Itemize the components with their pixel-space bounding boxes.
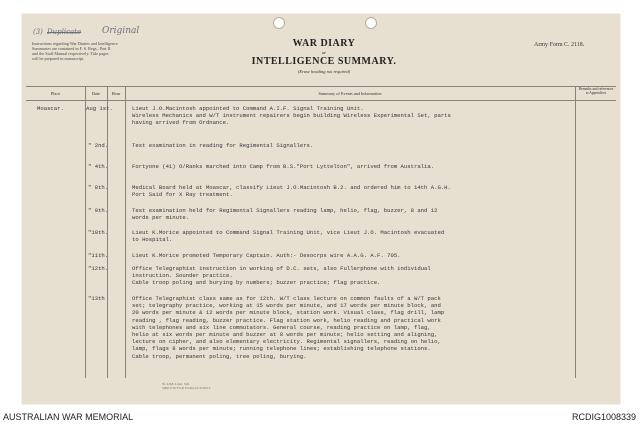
entry-line: Cable troop, permanent poling, tree poling, burying. [132,352,307,360]
title-war-diary: WAR DIARY [292,38,356,49]
entry-line: words per minute. [132,214,190,222]
rule-hour-summary [125,86,126,378]
page-number-annotation: (3) [33,28,43,36]
entry-line: Office Telegraphist class same as for 12th. W/T class lecture on common faults of a W/T pack [132,295,441,302]
entry-line: Lieut J.O.Macintosh appointed to Command A.I.F. Signal Training Unit. [132,105,364,112]
entry-line: helio at six words per minute and buzzer at 8 words per minute; helio setting and aligning, [132,331,438,339]
punch-hole-left [273,17,285,29]
entry-line: having arrived from Ordnance. [132,119,230,127]
entry-line: Wireless Mechanics and W/T instrument repairers begin building Wireless Experimental Set, parts [132,112,451,120]
instruction-line: will be prepared in manuscript. [32,56,85,61]
entry-date: "10th. [88,229,109,236]
header-bottom-rule [26,100,616,101]
original-annotation: Original [102,26,140,36]
entry-line: Medical Board held at Moascar, classify Lieut J.O.Macintosh B.2. and ordered him to 14th A.G.H. [132,184,451,191]
entry-line: lecture on cipher, and also elementary electricity. Regimental signallers, reading on helio, [132,338,441,346]
diary-page [22,14,620,404]
entry-line: Cable troop poling and burying by numbers; buzzer practice; flag practice. [132,279,381,287]
instruction-line: Instructions regarding War Diaries and Intelligence [32,41,118,46]
title-or: or [321,50,326,55]
rule-place-date [85,86,86,378]
entry-place: Moascar. [37,105,64,112]
entry-line: to Hospital. [132,236,173,244]
entry-line: Test examination held for Regimental Signallers reading lamp, helio, flag, buzzer, 8 and 12 [132,207,438,214]
entry-line: with telephones and six line commutators. General course, reading practice on lamp, flag, [132,323,431,331]
entry-date: "12th. [88,265,109,272]
entry-summary [132,184,451,198]
entry-summary [132,252,401,259]
entry-line: instruction. Sounder practice. [132,272,233,280]
footer-record-id: RCDIG1008339 [571,412,636,422]
printer-imprint [162,382,210,390]
entry-summary [132,295,444,360]
entry-line: Fortyone (41) O/Ranks marched into Camp from B.S."Port Lyttelton", arrived from Australia. [132,163,435,170]
entry-line: set; telegraphy practice, working at 15 words per minute, and 17 words per minute block, and [132,302,441,310]
entry-summary [132,142,313,149]
entry-line: Test examination in reading for Regimental Signallers. [132,142,314,149]
entry-date: " 9th. [88,207,109,214]
entry-summary [132,229,444,243]
entry-date: " 8th. [88,184,109,191]
entry-date: Aug 1st. [86,105,113,112]
entry-date: " 4th. [88,163,109,170]
table-top-rule [26,86,616,87]
column-header-date: Date [91,91,101,96]
rule-summary-remarks [575,86,576,378]
entry-line: reading , flag reading, buzzer practice. Flag station work, helio reading and practical work [132,316,441,324]
struck-annotation: Duplicate [47,28,82,36]
entry-line: Port Said for X Ray treatment. [132,191,233,199]
instruction-line: Summaries are contained in F. S. Regs., Part II. [32,46,112,51]
entry-date: " 2nd. [88,142,109,149]
footer-source: AUSTRALIAN WAR MEMORIAL [3,412,134,422]
entry-line: Lieut K.Morice appointed to Command Signal Training Unit, vice Lieut J.O. Macintosh evacuated [132,229,445,236]
entry-summary [132,163,434,170]
instructions-block [32,41,118,61]
printer-line: 5000 3/16 T.S.P. Forms 5/C3118/12 [162,386,211,390]
entry-line: 20 words per minute & 12 words per minute block, station work. Visual class, flag drill, lamp [132,309,445,317]
entry-summary [132,105,451,127]
column-header-remarks: Remarks and references to Appendices [578,87,614,96]
column-header-summary: Summary of Events and Information [318,91,382,96]
punch-hole-right [365,17,377,29]
entry-date: "11th. [88,252,109,259]
entry-line: lamp, flags 8 words per minute; running telephone lines; establishing telephone stations. [132,345,431,353]
printer-line: W. 2,8,8. Ldwt. Sch. [162,382,190,386]
entry-line: Lieut K.Morice promoted Temporary Captain. Auth:- Desocrps wire A.A.G. A.F. 705. [132,252,401,259]
entry-date: "13th [88,295,105,302]
entry-line: Office Telegraphist instruction in working of D.C. sets, also Fullerphone with individual [132,265,431,272]
entry-summary [132,207,437,221]
instruction-line: and the Staff Manual respectively. Title pages [32,51,109,56]
column-header-hour: Hour [111,91,121,96]
entry-summary [132,265,431,287]
column-header-place: Place [50,91,61,96]
title-intelligence-summary: INTELLIGENCE SUMMARY. [251,56,397,67]
army-form-number: Army Form C. 2118. [534,42,585,48]
title-subtitle: (Erase heading not required) [297,69,351,74]
